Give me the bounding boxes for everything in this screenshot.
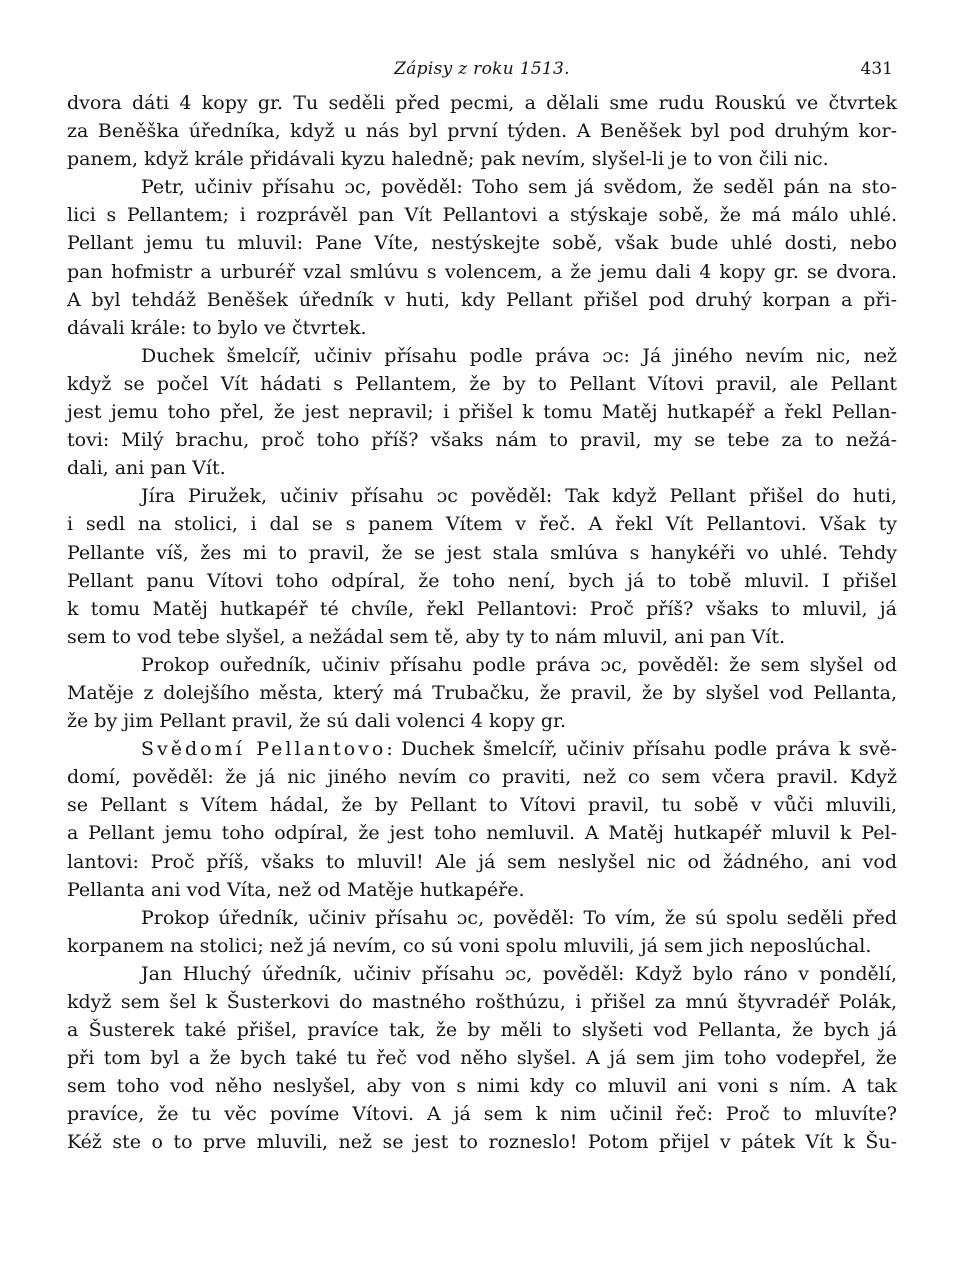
text-line: Kéž ste o to prve mluvili, než se jest to rozneslo! Potom přijel v pátek Vít k Šu- — [67, 1131, 897, 1154]
text-line: Jan Hluchý úředník, učiniv přísahu ɔc, pověděl: Když bylo ráno v pondělí, — [141, 962, 897, 985]
text-line: pan hofmistr a urburéř vzal smlúvu s volencem, a že jemu dali 4 kopy gr. se dvora. — [67, 260, 897, 283]
text-line: jest jemu toho přel, že jest nepravil; i přišel k tomu Matěj hutkapéř a řekl Pellan- — [67, 401, 897, 424]
text-line: dali, ani pan Vít. — [67, 457, 226, 480]
text-line: dvora dáti 4 kopy gr. Tu seděli před pecmi, a dělali sme rudu Rouskú ve čtvrtek — [67, 92, 897, 114]
text-line: lantovi: Proč příš, všaks to mluvil! Ale já sem neslyšel nic od žádného, ani vod — [67, 850, 897, 873]
text-line: sem toho vod něho neslyšel, aby von s nimi kdy co mluvil ani voni s ním. A tak — [67, 1075, 897, 1098]
text-line: k tomu Matěj hutkapéř té chvíle, řekl Pellantovi: Proč příš? všaks to mluvil, já — [67, 597, 897, 620]
text-line: A byl tehdáž Beněšek úředník v huti, kdy Pellant přišel pod druhý korpan a při- — [67, 288, 897, 311]
page-header — [67, 55, 897, 89]
text-line: Pellant jemu tu mluvil: Pane Víte, nestýskejte sobě, však bude uhlé dosti, nebo — [67, 232, 897, 255]
text-line: Duchek šmelcíř, učiniv přísahu podle práva ɔc: Já jiného nevím nic, než — [141, 344, 897, 367]
text-line: když sem šel k Šusterkovi do mastného rošthúzu, i přišel za mnú štyvradéř Polák, — [67, 991, 897, 1013]
text-line: Matěje z dolejšího města, který má Trubačku, že pravil, že by slyšel vod Pellanta, — [67, 681, 897, 704]
text-line: domí, pověděl: že já nic jiného nevím co praviti, než co sem včera pravil. Když — [67, 766, 897, 789]
text-line: Prokop úředník, učiniv přísahu ɔc, pověděl: To vím, že sú spolu seděli před — [141, 906, 897, 929]
text-line: panem, když krále přidávali kyzu haledně; pak nevím, slyšel-li je to von čili nic. — [67, 148, 829, 171]
text-line: Prokop ouředník, učiniv přísahu podle práva ɔc, pověděl: že sem slyšel od — [141, 653, 897, 676]
text-line: tovi: Milý brachu, proč toho příš? všaks nám to pravil, my se tebe za to nežá- — [67, 429, 897, 452]
text-line: lici s Pellantem; i rozprávěl pan Vít Pellantovi a stýskaje sobě, že má málo uhlé. — [67, 204, 897, 227]
text-line: Pellanta ani vod Víta, než od Matěje hutkapéře. — [67, 878, 525, 901]
text-line: a Šusterek také přišel, pravíce tak, že by měli to slyšeti vod Pellanta, že bych já — [67, 1019, 897, 1042]
text-line: korpanem na stolici; než já nevím, co sú voni spolu mluvili, já sem jich neposlúchal. — [67, 934, 872, 957]
running-title: Zápisy z roku 1513. — [394, 59, 570, 79]
text-line: Pellant panu Vítovi toho odpíral, že toho není, bych já to tobě mluvil. I přišel — [67, 569, 897, 592]
text-line: i sedl na stolici, i dal se s panem Vítem v řeč. A řekl Vít Pellantovi. Však ty — [67, 513, 897, 536]
text-line: a Pellant jemu toho odpíral, že jest toho nemluvil. A Matěj hutkapéř mluvil k Pel- — [67, 822, 897, 845]
document-page — [67, 55, 897, 1157]
text-line: se Pellant s Vítem hádal, že by Pellant to Vítovi pravil, tu sobě v vůči mluvili, — [67, 794, 897, 817]
page-number: 431 — [860, 59, 893, 79]
text-line: Jíra Piružek, učiniv přísahu ɔc pověděl: Tak když Pellant přišel do huti, — [141, 485, 897, 508]
text-line: Pellante víš, žes mi to pravil, že se jest stala smlúva s hanykéři vo uhlé. Tehdy — [67, 541, 897, 564]
text-line: dávali krále: to bylo ve čtvrtek. — [67, 316, 367, 339]
text-line: za Beněška úředníka, když u nás byl první týden. A Beněšek byl pod druhým kor- — [67, 120, 897, 143]
text-line: pravíce, že tu věc povíme Vítovi. A já sem k nim učinil řeč: Proč to mluvíte? — [67, 1103, 897, 1126]
text-line: Petr, učiniv přísahu ɔc, pověděl: Toho sem já svědom, že seděl pán na sto- — [141, 176, 897, 199]
text-line: když se počel Vít hádati s Pellantem, že by to Pellant Vítovi pravil, ale Pellant — [67, 372, 897, 395]
text-line: že by jim Pellant pravil, že sú dali volenci 4 kopy gr. — [67, 710, 567, 733]
body-text — [67, 89, 897, 1157]
text-line: sem to vod tebe slyšel, a nežádal sem tě, aby ty to nám mluvil, ani pan Vít. — [67, 625, 786, 648]
text-line: Svědomí Pellantovo: Duchek šmelcíř, učiniv přísahu podle práva k svě- — [141, 738, 897, 761]
spaced-heading: Svědomí Pellantovo — [141, 738, 387, 761]
text-line: při tom byl a že bych také tu řeč vod něho slyšel. A já sem jim toho vodepřel, že — [67, 1047, 897, 1070]
